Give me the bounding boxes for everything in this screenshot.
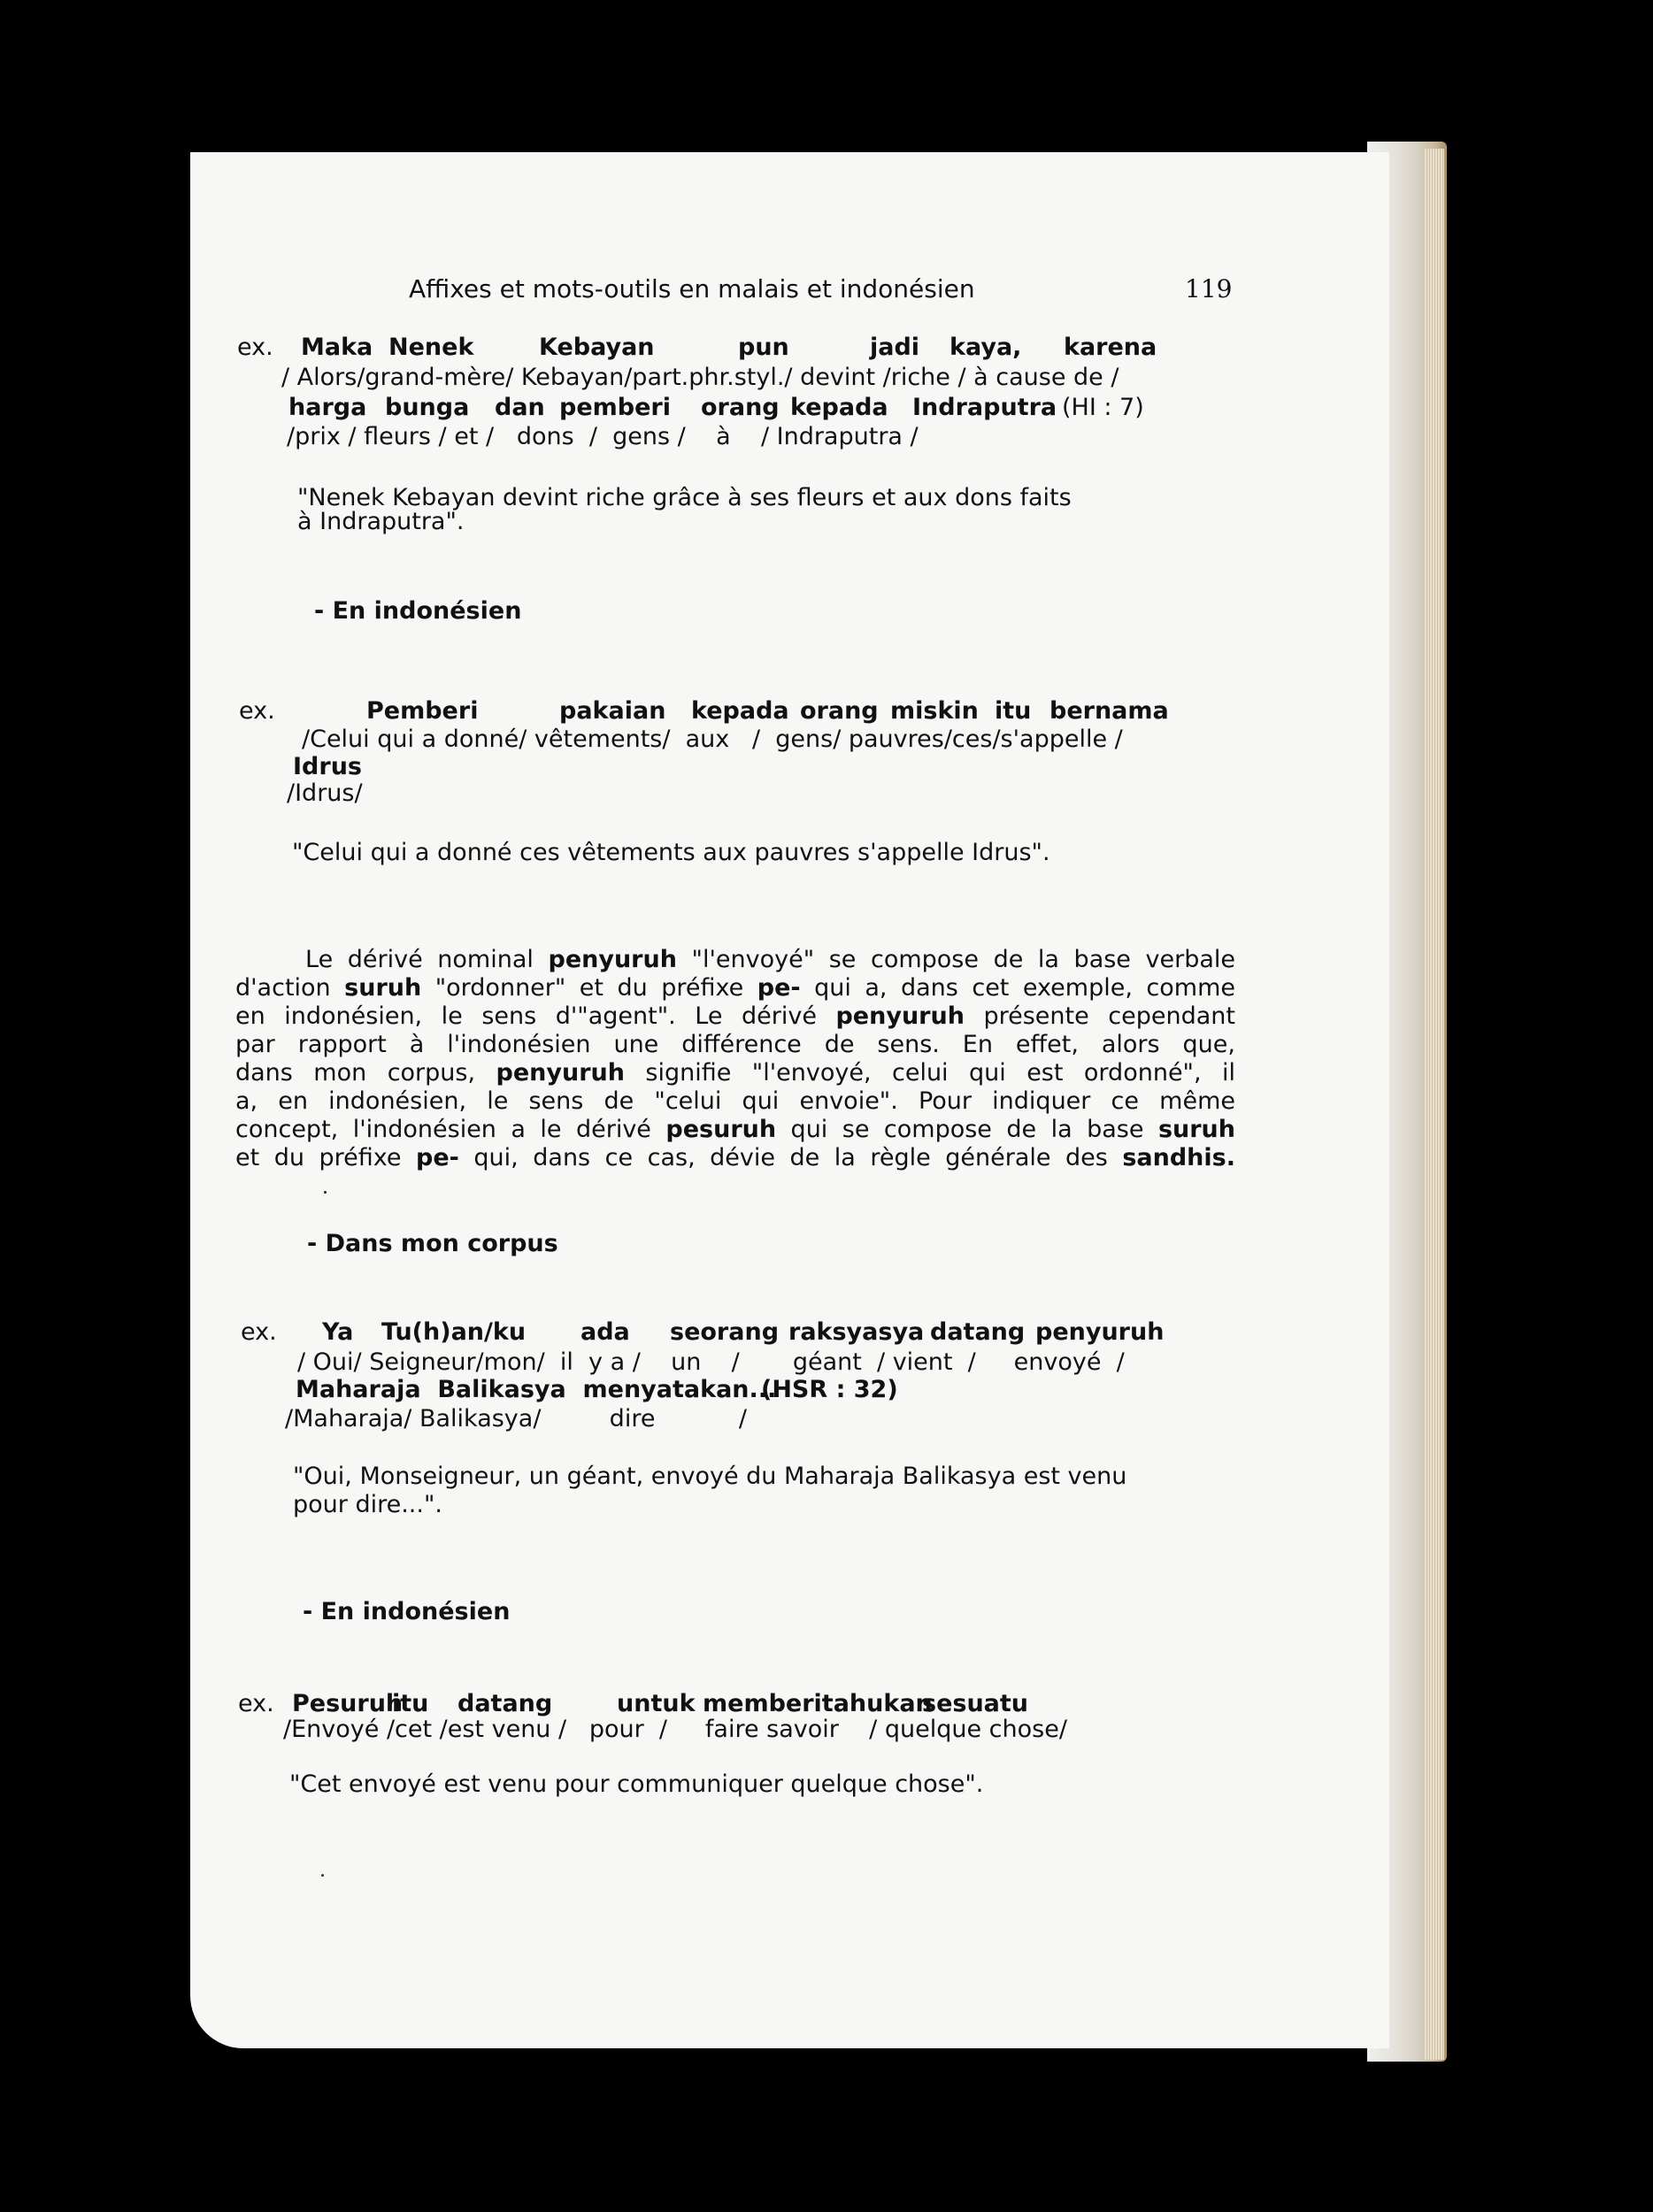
section-heading: - Dans mon corpus xyxy=(307,1230,558,1257)
source-word: orang xyxy=(701,394,780,421)
source-reference: (HI : 7) xyxy=(1062,394,1144,421)
source-word: Tu(h)an/ku xyxy=(381,1318,527,1346)
bold-term: suruh xyxy=(1157,1116,1236,1143)
translation-line: "Cet envoyé est venu pour communiquer quelque chose". xyxy=(289,1770,984,1798)
source-word: Pesuruh xyxy=(292,1690,404,1717)
gloss-line: /Celui qui a donné/ vêtements/ aux / gens/ pauvres/ces/s'appelle / xyxy=(302,726,1123,753)
source-word: bernama xyxy=(1049,697,1169,725)
paragraph-line xyxy=(235,1146,1235,1170)
paragraph-line xyxy=(235,1118,1235,1141)
source-reference: (HSR : 32) xyxy=(761,1376,898,1403)
bold-term: suruh xyxy=(344,974,422,1002)
paragraph-text: "l'envoyé" se compose de la base verbale xyxy=(676,946,1235,973)
source-word: datang xyxy=(930,1318,1026,1346)
bold-term: pesuruh xyxy=(665,1116,777,1143)
example-source-line: Maharaja Balikasya menyatakan... xyxy=(296,1376,777,1403)
source-word: harga xyxy=(288,394,367,421)
translation-line: "Celui qui a donné ces vêtements aux pauvres s'appelle Idrus". xyxy=(292,839,1050,866)
page-number: 119 xyxy=(1185,274,1233,303)
paragraph-text: qui a, dans cet exemple, comme xyxy=(800,974,1235,1002)
gloss-line: /Idrus/ xyxy=(287,780,363,807)
paragraph-text: dans mon corpus, xyxy=(235,1059,496,1087)
source-word: pemberi xyxy=(559,394,671,421)
source-word: dan xyxy=(495,394,545,421)
gloss-line: /prix / fleurs / et / dons / gens / à / Indraputra / xyxy=(287,423,919,450)
source-word: Kebayan xyxy=(539,334,655,361)
source-word: Ya xyxy=(322,1318,354,1346)
source-word: penyuruh xyxy=(1035,1318,1165,1346)
source-word: pun xyxy=(738,334,789,361)
section-heading: - En indonésien xyxy=(314,597,522,625)
bold-term: penyuruh xyxy=(835,1002,965,1030)
source-word: memberitahukan xyxy=(703,1690,933,1717)
paragraph-text: qui se compose de la base xyxy=(776,1116,1158,1143)
paragraph-text: en indonésien, le sens d'"agent". Le dérivé xyxy=(235,1002,836,1030)
bold-term: penyuruh xyxy=(496,1059,625,1087)
paragraph-text: et du préfixe xyxy=(235,1144,417,1171)
book-page-stack xyxy=(1425,149,1444,2060)
example-label: ex. xyxy=(238,1690,274,1717)
paragraph-line xyxy=(235,976,1235,1000)
bold-term: pe- xyxy=(757,974,801,1002)
source-word: ada xyxy=(580,1318,630,1346)
source-word: kepada xyxy=(691,697,789,725)
source-word: seorang xyxy=(670,1318,780,1346)
paragraph-line xyxy=(235,1089,1235,1113)
source-word: kepada xyxy=(790,394,888,421)
source-word: orang xyxy=(800,697,879,725)
source-word: itu xyxy=(392,1690,429,1717)
source-word: karena xyxy=(1064,334,1157,361)
paragraph-text: d'action xyxy=(235,974,345,1002)
paragraph-line xyxy=(235,1004,1235,1028)
paragraph-text: signifie "l'envoyé, celui qui est ordonné", il xyxy=(624,1059,1236,1087)
example-label: ex. xyxy=(239,697,275,725)
source-word: itu xyxy=(995,697,1032,725)
source-word: Pemberi xyxy=(366,697,479,725)
paragraph-line xyxy=(235,1061,1235,1085)
gloss-line: / Oui/ Seigneur/mon/ il y a / un / géant / vient / envoyé / xyxy=(297,1348,1125,1376)
example-source-line: Idrus xyxy=(293,753,362,780)
source-word: Nenek xyxy=(388,334,474,361)
translation-line: pour dire...". xyxy=(293,1491,442,1518)
paragraph-text: Le dérivé nominal xyxy=(305,946,549,973)
source-word: sesuatu xyxy=(922,1690,1029,1717)
running-head: Affixes et mots-outils en malais et indonésien xyxy=(409,274,975,303)
paragraph-line xyxy=(235,1033,1235,1056)
source-word: datang xyxy=(457,1690,553,1717)
paragraph-line xyxy=(305,948,1235,972)
paragraph-text: "ordonner" et du préfixe xyxy=(421,974,757,1002)
source-word: kaya, xyxy=(950,334,1022,361)
example-label: ex. xyxy=(237,334,273,361)
gloss-line: /Maharaja/ Balikasya/ dire / xyxy=(285,1405,747,1432)
source-word: raksyasya xyxy=(788,1318,925,1346)
paragraph-text: concept, l'indonésien a le dérivé xyxy=(235,1116,666,1143)
translation-line: "Nenek Kebayan devint riche grâce à ses fleurs et aux dons faits xyxy=(297,484,1072,511)
paragraph-text: a, en indonésien, le sens de "celui qui envoie". Pour indiquer ce même xyxy=(235,1087,1235,1115)
print-speck xyxy=(321,1874,324,1877)
source-word: bunga xyxy=(385,394,470,421)
example-label: ex. xyxy=(241,1318,277,1346)
paragraph-text: par rapport à l'indonésien une différence de sens. En effet, alors que, xyxy=(235,1031,1235,1058)
source-word: Indraputra xyxy=(912,394,1057,421)
gloss-line: /Envoyé /cet /est venu / pour / faire savoir / quelque chose/ xyxy=(283,1716,1067,1743)
bold-term: penyuruh xyxy=(548,946,677,973)
translation-line: "Oui, Monseigneur, un géant, envoyé du Maharaja Balikasya est venu xyxy=(293,1463,1127,1490)
source-word: untuk xyxy=(617,1690,696,1717)
paragraph-text: présente cependant xyxy=(964,1002,1235,1030)
source-word: pakaian xyxy=(559,697,666,725)
print-speck xyxy=(324,1191,327,1194)
source-word: Maka xyxy=(301,334,373,361)
source-word: miskin xyxy=(890,697,979,725)
translation-line: à Indraputra". xyxy=(297,508,465,535)
bold-term: sandhis. xyxy=(1122,1144,1235,1171)
bold-term: pe- xyxy=(416,1144,459,1171)
source-word: jadi xyxy=(870,334,920,361)
section-heading: - En indonésien xyxy=(303,1598,511,1625)
paragraph-text: qui, dans ce cas, dévie de la règle générale des xyxy=(458,1144,1123,1171)
gloss-line: / Alors/grand-mère/ Kebayan/part.phr.styl./ devint /riche / à cause de / xyxy=(281,364,1119,391)
